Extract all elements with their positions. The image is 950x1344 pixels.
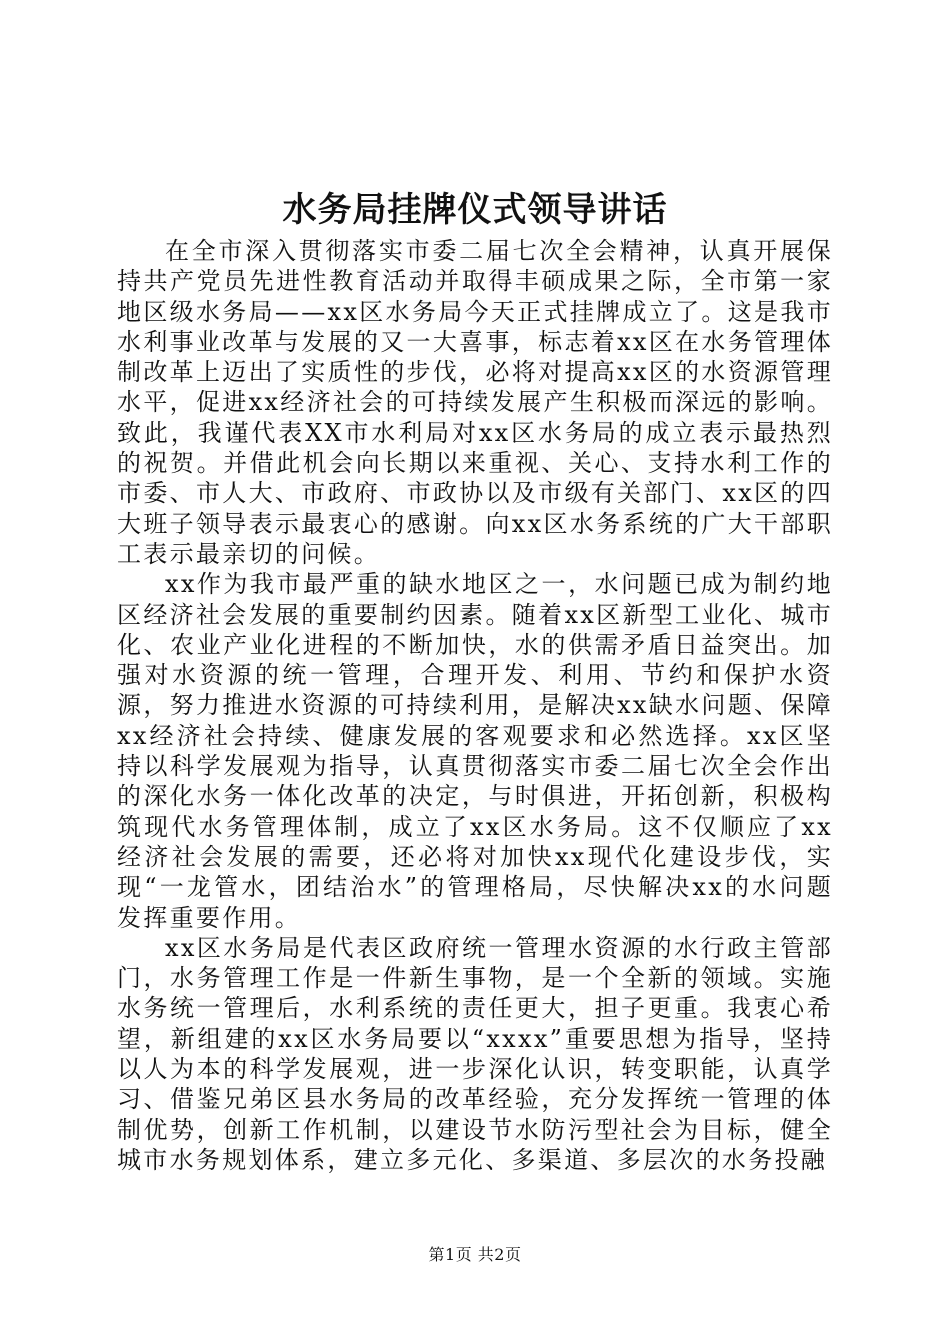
paragraph-1: 在全市深入贯彻落实市委二届七次全会精神，认真开展保持共产党员先进性教育活动并取得丰硕成果之际，全市第一家地区级水务局——xx区水务局今天正式挂牌成立了。这是我市水利事业改革与发展的又一大喜事，标志着xx区在水务管理体制改革上迈出了实质性的步伐，必将对提高xx区的水资源管理水平，促进xx经济社会的可持续发展产生积极而深远的影响。致此，我谨代表XX市水利局对xx区水务局的成立表示最热烈的祝贺。并借此机会向长期以来重视、关心、支持水利工作的市委、市人大、市政府、市政协以及市级有关部门、xx区的四大班子领导表示最衷心的感谢。向xx区水务系统的广大干部职工表示最亲切的问候。 xyxy=(117,237,833,568)
paragraph-2: xx作为我市最严重的缺水地区之一，水问题已成为制约地区经济社会发展的重要制约因素。随着xx区新型工业化、城市化、农业产业化进程的不断加快，水的供需矛盾日益突出。加强对水资源的统一管理，合理开发、利用、节约和保护水资源，努力推进水资源的可持续利用，是解决xx缺水问题、保障xx经济社会持续、健康发展的客观要求和必然选择。xx区坚持以科学发展观为指导，认真贯彻落实市委二届七次全会作出的深化水务一体化改革的决定，与时俱进，开拓创新，积极构筑现代水务管理体制，成立了xx区水务局。这不仅顺应了xx经济社会发展的需要，还必将对加快xx现代化建设步伐，实现“一龙管水，团结治水”的管理格局，尽快解决xx的水问题发挥重要作用。 xyxy=(117,570,833,932)
paragraph-3: xx区水务局是代表区政府统一管理水资源的水行政主管部门，水务管理工作是一件新生事物，是一个全新的领域。实施水务统一管理后，水利系统的责任更大，担子更重。我衷心希望，新组建的xx区水务局要以“xxxx”重要思想为指导，坚持以人为本的科学发展观，进一步深化认识，转变职能，认真学习、借鉴兄弟区县水务局的改革经验，充分发挥统一管理的体制优势，创新工作机制，以建设节水防污型社会为目标，健全城市水务规划体系，建立多元化、多渠道、多层次的水务投融 xyxy=(117,933,833,1174)
document-body xyxy=(117,236,833,1175)
document-title: 水务局挂牌仪式领导讲话 xyxy=(282,190,668,230)
page-number-footer: 第1页 共2页 xyxy=(428,1245,522,1264)
